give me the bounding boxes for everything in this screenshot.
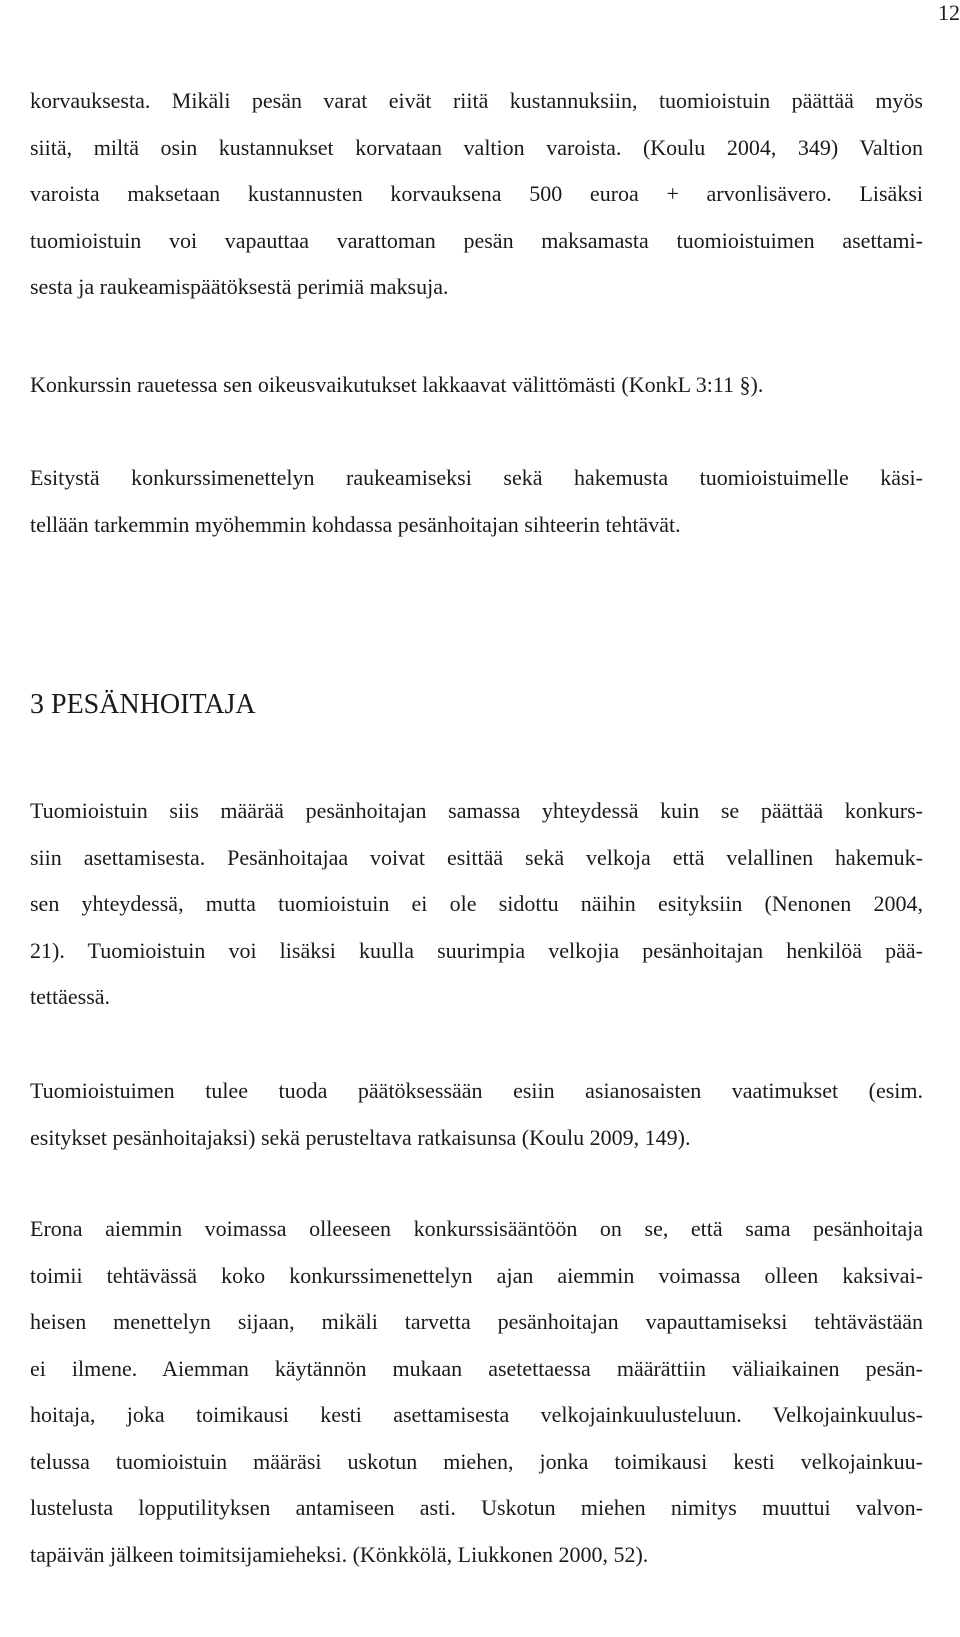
section-heading: 3 PESÄNHOITAJA: [30, 689, 256, 720]
paragraph-3: [30, 455, 923, 548]
paragraph-6: [30, 1206, 923, 1578]
text-line: sen yhteydessä, mutta tuomioistuin ei ole sidottu näihin esityksiin (Nenonen 2004,: [30, 891, 923, 916]
text-line: tellään tarkemmin myöhemmin kohdassa pesänhoitajan sihteerin tehtävät.: [30, 511, 681, 537]
text-line: toimii tehtävässä koko konkurssimenettelyn ajan aiemmin voimassa olleen kaksivai-: [30, 1262, 923, 1288]
paragraph-5: [30, 1068, 923, 1161]
text-line: varoista maksetaan kustannusten korvauksena 500 euroa + arvonlisävero. Lisäksi: [30, 181, 923, 206]
text-line: esitykset pesänhoitajaksi) sekä perusteltava ratkaisunsa (Koulu 2009, 149).: [30, 1124, 691, 1150]
text-line: Tuomioistuimen tulee tuoda päätöksessään esiin asianosaisten vaatimukset (esim.: [30, 1078, 923, 1103]
text-line: siin asettamisesta. Pesänhoitajaa voivat esittää sekä velkoja että velallinen hakemuk-: [30, 844, 923, 870]
text-line: tapäivän jälkeen toimitsijamieheksi. (Könkkölä, Liukkonen 2000, 52).: [30, 1541, 649, 1567]
text-line: tuomioistuin voi vapauttaa varattoman pesän maksamasta tuomioistuimen asettami-: [30, 227, 923, 253]
text-line: Esitystä konkurssimenettelyn raukeamiseksi sekä hakemusta tuomioistuimelle käsi-: [30, 465, 923, 490]
text-line: Tuomioistuin siis määrää pesänhoitajan samassa yhteydessä kuin se päättää konkurs-: [30, 798, 923, 823]
paragraph-2: [30, 362, 923, 409]
paragraph-1: [30, 78, 923, 311]
text-line: hoitaja, joka toimikausi kesti asettamisesta velkojainkuulusteluun. Velkojainkuulus-: [30, 1402, 923, 1427]
text-line: ei ilmene. Aiemman käytännön mukaan asetettaessa määrättiin väliaikainen pesän-: [30, 1355, 923, 1381]
text-line: tettäessä.: [30, 984, 111, 1009]
text-line: sesta ja raukeamispäätöksestä perimiä maksuja.: [30, 274, 449, 299]
text-line: siitä, miltä osin kustannukset korvataan valtion varoista. (Koulu 2004, 349) Valtion: [30, 134, 923, 160]
page-number: 12: [938, 0, 960, 25]
text-line: 21). Tuomioistuin voi lisäksi kuulla suurimpia velkojia pesänhoitajan henkilöä pää-: [30, 937, 923, 963]
text-line: heisen menettelyn sijaan, mikäli tarvetta pesänhoitajan vapauttamiseksi tehtävästään: [30, 1309, 923, 1334]
text-line: Erona aiemmin voimassa olleeseen konkurssisääntöön on se, että sama pesänhoitaja: [30, 1216, 923, 1241]
text-line: korvauksesta. Mikäli pesän varat eivät riitä kustannuksiin, tuomioistuin päättää myös: [30, 88, 923, 113]
paragraph-4: [30, 788, 923, 1021]
text-line: Konkurssin rauetessa sen oikeusvaikutukset lakkaavat välittömästi (KonkL 3:11 §).: [30, 372, 764, 397]
text-line: telussa tuomioistuin määräsi uskotun miehen, jonka toimikausi kesti velkojainkuu-: [30, 1448, 923, 1474]
text-line: lustelusta lopputilityksen antamiseen asti. Uskotun miehen nimitys muuttui valvon-: [30, 1495, 923, 1520]
